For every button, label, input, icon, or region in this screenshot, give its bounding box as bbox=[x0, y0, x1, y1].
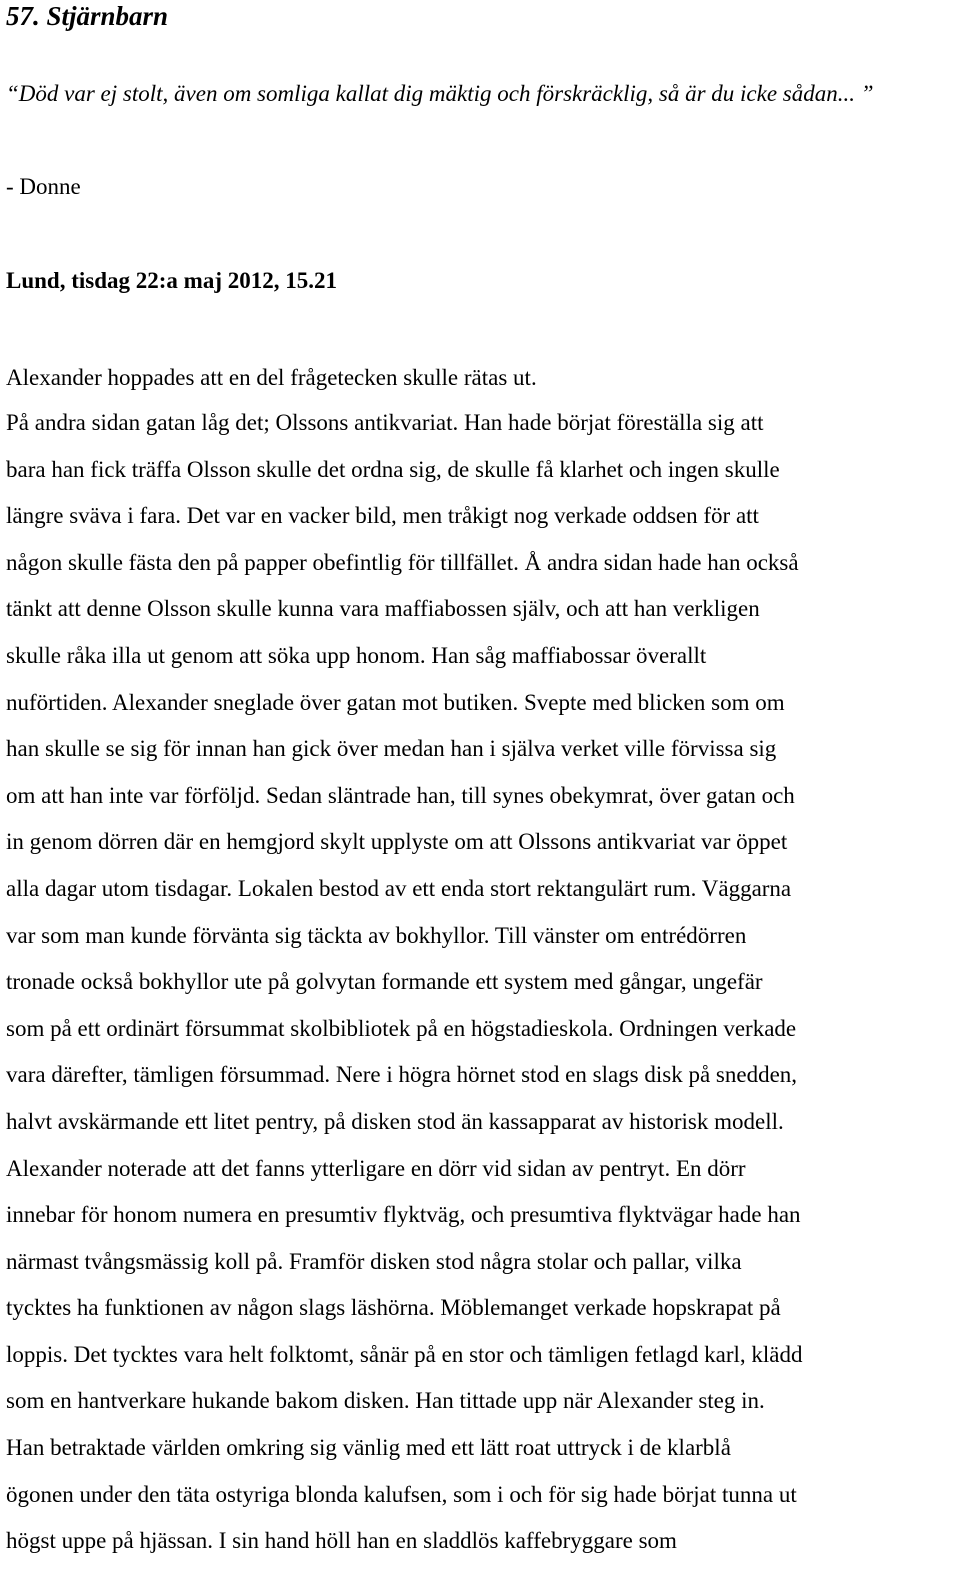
body-line: ögonen under den täta ostyriga blonda kalufsen, som i och för sig hade börjat tunna ut bbox=[6, 1481, 797, 1507]
body-line: han skulle se sig för innan han gick över medan han i själva verket ville förvissa sig bbox=[6, 736, 777, 762]
body-line: tycktes ha funktionen av någon slags läshörna. Möblemanget verkade hopskrapat på bbox=[6, 1295, 781, 1321]
body-line: bara han fick träffa Olsson skulle det ordna sig, de skulle få klarhet och ingen skulle bbox=[6, 456, 780, 482]
body-line: innebar för honom numera en presumtiv flyktväg, och presumtiva flyktvägar hade han bbox=[6, 1202, 801, 1228]
body-line: tänkt att denne Olsson skulle kunna vara maffiabossen själv, och att han verkligen bbox=[6, 596, 760, 622]
body-line: tronade också bokhyllor ute på golvytan formande ett system med gångar, ungefär bbox=[6, 969, 763, 995]
body-line: längre sväva i fara. Det var en vacker bild, men tråkigt nog verkade oddsen för att bbox=[6, 503, 759, 529]
body-line: närmast tvångsmässig koll på. Framför disken stod några stolar och pallar, vilka bbox=[6, 1248, 742, 1274]
body-text bbox=[6, 406, 956, 1571]
body-line: in genom dörren där en hemgjord skylt upplyste om att Olssons antikvariat var öppet bbox=[6, 829, 788, 855]
body-line: loppis. Det tycktes vara helt folktomt, sånär på en stor och tämligen fetlagd karl, klädd bbox=[6, 1341, 803, 1367]
body-line: vara därefter, tämligen försummad. Nere i högra hörnet stod en slags disk på snedden, bbox=[6, 1062, 798, 1088]
body-line: var som man kunde förvänta sig täckta av bokhyllor. Till vänster om entrédörren bbox=[6, 922, 747, 948]
dateline: Lund, tisdag 22:a maj 2012, 15.21 bbox=[6, 268, 337, 293]
body-line: skulle råka illa ut genom att söka upp honom. Han såg maffiabossar överallt bbox=[6, 642, 707, 668]
body-line: Alexander noterade att det fanns ytterligare en dörr vid sidan av pentryt. En dörr bbox=[6, 1155, 746, 1181]
body-line: som en hantverkare hukande bakom disken. Han tittade upp när Alexander steg in. bbox=[6, 1388, 765, 1414]
body-line: Han betraktade världen omkring sig vänlig med ett lätt roat uttryck i de klarblå bbox=[6, 1435, 731, 1461]
body-line: På andra sidan gatan låg det; Olssons antikvariat. Han hade börjat föreställa sig att bbox=[6, 410, 764, 435]
chapter-title: 57. Stjärnbarn bbox=[6, 1, 169, 31]
body-line: som på ett ordinärt försummat skolbibliotek på en högstadieskola. Ordningen verkade bbox=[6, 1015, 797, 1041]
body-line: halvt avskärmande ett litet pentry, på disken stod än kassapparat av historisk modell. bbox=[6, 1108, 784, 1134]
epigraph-author: - Donne bbox=[6, 174, 81, 199]
body-line: alla dagar utom tisdagar. Lokalen bestod av ett enda stort rektangulärt rum. Väggarna bbox=[6, 875, 792, 901]
body-line: nuförtiden. Alexander sneglade över gatan mot butiken. Svepte med blicken som om bbox=[6, 689, 785, 715]
body-line: någon skulle fästa den på papper obefintlig för tillfället. Å andra sidan hade han också bbox=[6, 549, 799, 575]
body-line: om att han inte var förföljd. Sedan släntrade han, till synes obekymrat, över gatan och bbox=[6, 782, 795, 808]
body-line: högst uppe på hjässan. I sin hand höll han en sladdlös kaffebryggare som bbox=[6, 1528, 677, 1554]
opening-line: Alexander hoppades att en del frågetecken skulle rätas ut. bbox=[6, 365, 537, 390]
epigraph-quote: “Död var ej stolt, även om somliga kallat dig mäktig och förskräcklig, så är du icke sådan... ” bbox=[6, 81, 874, 106]
